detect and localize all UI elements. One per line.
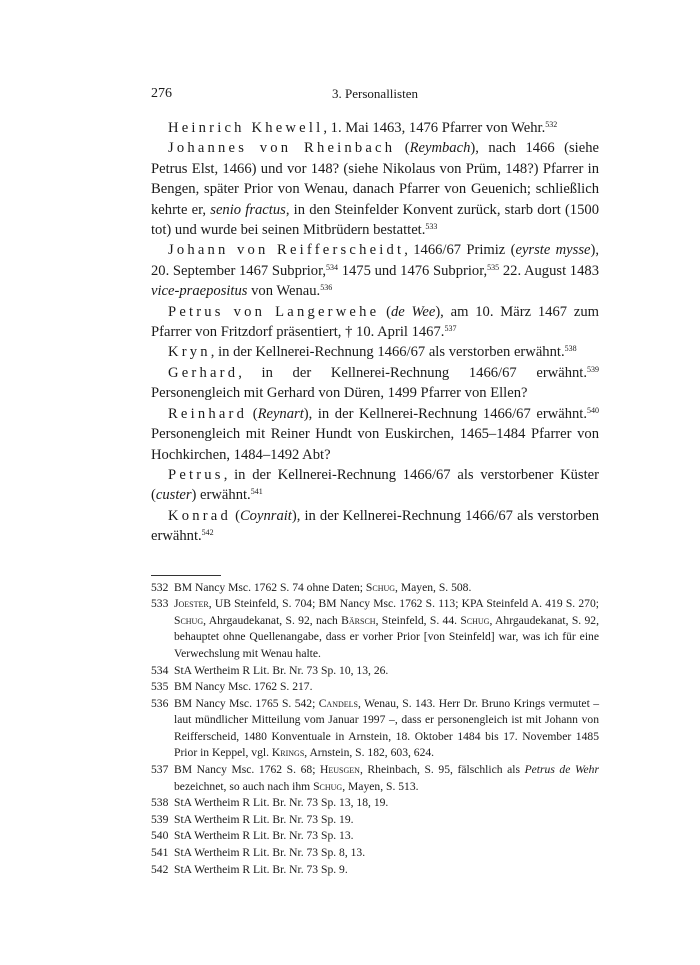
entry-italic: senio fractus bbox=[210, 201, 286, 218]
footnote-text: StA Wertheim R Lit. Br. Nr. 73 Sp. 13. bbox=[174, 829, 354, 843]
entry-text: 22. August 1483 bbox=[499, 262, 599, 279]
entry-italic: Coynrait bbox=[239, 507, 292, 524]
entry-reinhard bbox=[151, 404, 599, 465]
entry-name: Konrad bbox=[168, 507, 231, 524]
footnote-text: BM Nancy Msc. 1765 S. 542; Candels, Wenau, S. 143. Herr Dr. Bruno Krings vermutet – laut mündlicher Mitteilung vom Januar 1997 –, dass er personengleich ist mit Johann von Reifferscheid, 1480 Konventuale in Arnstein, 18. Oktober 1484 bis 17. November 1485 Prior in Keppel, vgl. Krings, Arnstein, S. 182, 603, 624. bbox=[174, 696, 599, 760]
footnotes bbox=[151, 580, 599, 879]
footnote-number: 538 bbox=[151, 796, 169, 810]
footnote-rule bbox=[151, 575, 221, 576]
running-title: 3. Personallisten bbox=[332, 86, 418, 101]
page bbox=[151, 84, 599, 878]
body-text bbox=[151, 118, 599, 547]
footnote-text: BM Nancy Msc. 1762 S. 217. bbox=[174, 680, 313, 694]
footnote-text: StA Wertheim R Lit. Br. Nr. 73 Sp. 9. bbox=[174, 862, 348, 876]
footnote-ref[interactable]: 542 bbox=[201, 528, 214, 538]
entry-kryn bbox=[151, 342, 599, 362]
entry-gerhard bbox=[151, 363, 599, 404]
page-header bbox=[151, 84, 599, 106]
entry-johann-von-reifferscheidt bbox=[151, 240, 599, 301]
entry-name: Reinhard bbox=[168, 405, 248, 422]
footnote-text: Joester, UB Steinfeld, S. 704; BM Nancy Msc. 1762 S. 113; KPA Steinfeld A. 419 S. 270; Schug, Ahrgaudekanat, S. 92, nach Bärsch, Steinfeld, S. 44. Schug, Ahrgaudekanat, S. 92, behauptet ohne Quellenangabe, dass er vorher Prior [von Steinfeld] war, was ich für eine Verwechslung mit Wenau halte. bbox=[174, 597, 599, 660]
entry-text: Personengleich mit Reiner Hundt von Euskirchen, 1465–1484 Pfarrer von Hochkirchen, 1484–1492 Abt? bbox=[151, 426, 599, 463]
footnote-number: 542 bbox=[151, 862, 169, 876]
footnote-538 bbox=[151, 795, 599, 812]
footnote-ref[interactable]: 534 bbox=[326, 262, 339, 272]
entry-name: Heinrich Khewell bbox=[168, 120, 324, 136]
footnote-ref[interactable]: 532 bbox=[545, 120, 558, 129]
footnote-text: StA Wertheim R Lit. Br. Nr. 73 Sp. 8, 13. bbox=[174, 846, 366, 860]
footnote-534 bbox=[151, 663, 599, 680]
entry-text: , in den Steinfelder Konvent zurück, starb dort (1500 tot) und wurde bei seinen Mitbrüdern bestattet. bbox=[151, 201, 599, 239]
footnote-542 bbox=[151, 862, 599, 879]
footnote-number: 541 bbox=[151, 846, 169, 860]
footnote-537 bbox=[151, 762, 599, 795]
footnote-text: BM Nancy Msc. 1762 S. 74 ohne Daten; Schug, Mayen, S. 508. bbox=[174, 580, 472, 594]
entry-konrad bbox=[151, 506, 599, 547]
entry-italic: de Wee bbox=[390, 303, 436, 320]
entry-text: ( bbox=[247, 405, 258, 422]
entry-name: Johann von Reifferscheidt bbox=[168, 242, 405, 259]
entry-text: , 1466/67 Primiz ( bbox=[404, 242, 516, 259]
entry-text: ), nach 1466 (siehe Petrus Elst, 1466) und vor 148? (siehe Nikolaus von Prüm, 148?) Pfarrer in Bengen, später Prior von Wenau, danach Pfarrer von Geuenich; schließlich kehrte er, bbox=[151, 140, 599, 218]
footnote-number: 539 bbox=[151, 812, 169, 826]
entry-text: ), in der Kellnerei-Rechnung 1466/67 erwähnt. bbox=[303, 405, 587, 422]
entry-italic: custer bbox=[155, 487, 192, 504]
footnote-number: 537 bbox=[151, 763, 169, 777]
footnote-number: 532 bbox=[151, 580, 169, 594]
footnote-539 bbox=[151, 812, 599, 829]
entry-text: , in der Kellnerei-Rechnung 1466/67 als verstorbener Küster ( bbox=[151, 466, 599, 504]
footnote-541 bbox=[151, 845, 599, 862]
entry-name: Kryn bbox=[168, 344, 211, 361]
entry-text: , 1. Mai 1463, 1476 Pfarrer von Wehr. bbox=[323, 120, 546, 136]
entry-name: Petrus bbox=[168, 466, 224, 483]
entry-heinrich-khewell bbox=[151, 118, 599, 138]
entry-text: ( bbox=[395, 140, 410, 157]
entry-italic: Reymbach bbox=[409, 140, 471, 157]
entry-text: ( bbox=[379, 303, 391, 320]
entry-italic: Reynart bbox=[257, 405, 304, 422]
footnote-ref[interactable]: 540 bbox=[587, 405, 599, 415]
footnote-535 bbox=[151, 679, 599, 696]
entry-text: ) erwähnt. bbox=[191, 487, 251, 504]
footnote-ref[interactable]: 536 bbox=[320, 283, 333, 293]
entry-text: ), 20. September 1467 Subprior, bbox=[151, 242, 599, 279]
footnote-number: 540 bbox=[151, 829, 169, 843]
footnote-ref[interactable]: 538 bbox=[564, 344, 577, 354]
footnote-536 bbox=[151, 696, 599, 762]
entry-text: ), in der Kellnerei-Rechnung 1466/67 als verstorben erwähnt. bbox=[151, 507, 599, 545]
entry-italic: eyrste mysse bbox=[515, 242, 591, 259]
entry-johannes-von-rheinbach bbox=[151, 138, 599, 240]
entry-text: , in der Kellnerei-Rechnung 1466/67 als verstorben erwähnt. bbox=[210, 344, 565, 361]
entry-text: Personengleich mit Gerhard von Düren, 1499 Pfarrer von Ellen? bbox=[151, 385, 528, 402]
footnote-text: StA Wertheim R Lit. Br. Nr. 73 Sp. 10, 13, 26. bbox=[174, 663, 389, 677]
entry-petrus bbox=[151, 465, 599, 506]
footnote-ref[interactable]: 533 bbox=[425, 222, 438, 232]
page-number: 276 bbox=[151, 86, 172, 101]
footnote-540 bbox=[151, 828, 599, 845]
entry-italic: vice-praepositus bbox=[151, 283, 248, 300]
entry-name: Gerhard bbox=[168, 364, 239, 381]
footnote-number: 535 bbox=[151, 680, 169, 694]
entry-text: 1475 und 1476 Subprior, bbox=[338, 262, 488, 279]
footnote-ref[interactable]: 537 bbox=[444, 324, 457, 334]
entry-text: ), am 10. März 1467 zum Pfarrer von Fritzdorf präsentiert, † 10. April 1467. bbox=[151, 303, 599, 341]
footnote-ref[interactable]: 535 bbox=[487, 262, 500, 272]
entry-text: ( bbox=[230, 507, 240, 524]
footnote-text: BM Nancy Msc. 1762 S. 68; Heusgen, Rheinbach, S. 95, fälschlich als Petrus de Wehr bezeichnet, so auch nach ihm Schug, Mayen, S. 513. bbox=[174, 763, 599, 793]
footnote-ref[interactable]: 541 bbox=[250, 487, 263, 497]
footnote-number: 534 bbox=[151, 663, 169, 677]
entry-text: von Wenau. bbox=[247, 283, 321, 300]
entry-name: Petrus von Langerwehe bbox=[168, 303, 380, 320]
footnote-text: StA Wertheim R Lit. Br. Nr. 73 Sp. 19. bbox=[174, 812, 354, 826]
footnote-532 bbox=[151, 580, 599, 597]
footnote-number: 533 bbox=[151, 597, 169, 611]
footnote-number: 536 bbox=[151, 696, 169, 710]
footnote-text: StA Wertheim R Lit. Br. Nr. 73 Sp. 13, 18, 19. bbox=[174, 796, 389, 810]
footnote-ref[interactable]: 539 bbox=[587, 364, 599, 374]
entry-name: Johannes von Rheinbach bbox=[168, 140, 396, 157]
footnote-533 bbox=[151, 596, 599, 662]
entry-petrus-von-langerwehe bbox=[151, 302, 599, 343]
entry-text: , in der Kellnerei-Rechnung 1466/67 erwähnt. bbox=[238, 364, 587, 381]
